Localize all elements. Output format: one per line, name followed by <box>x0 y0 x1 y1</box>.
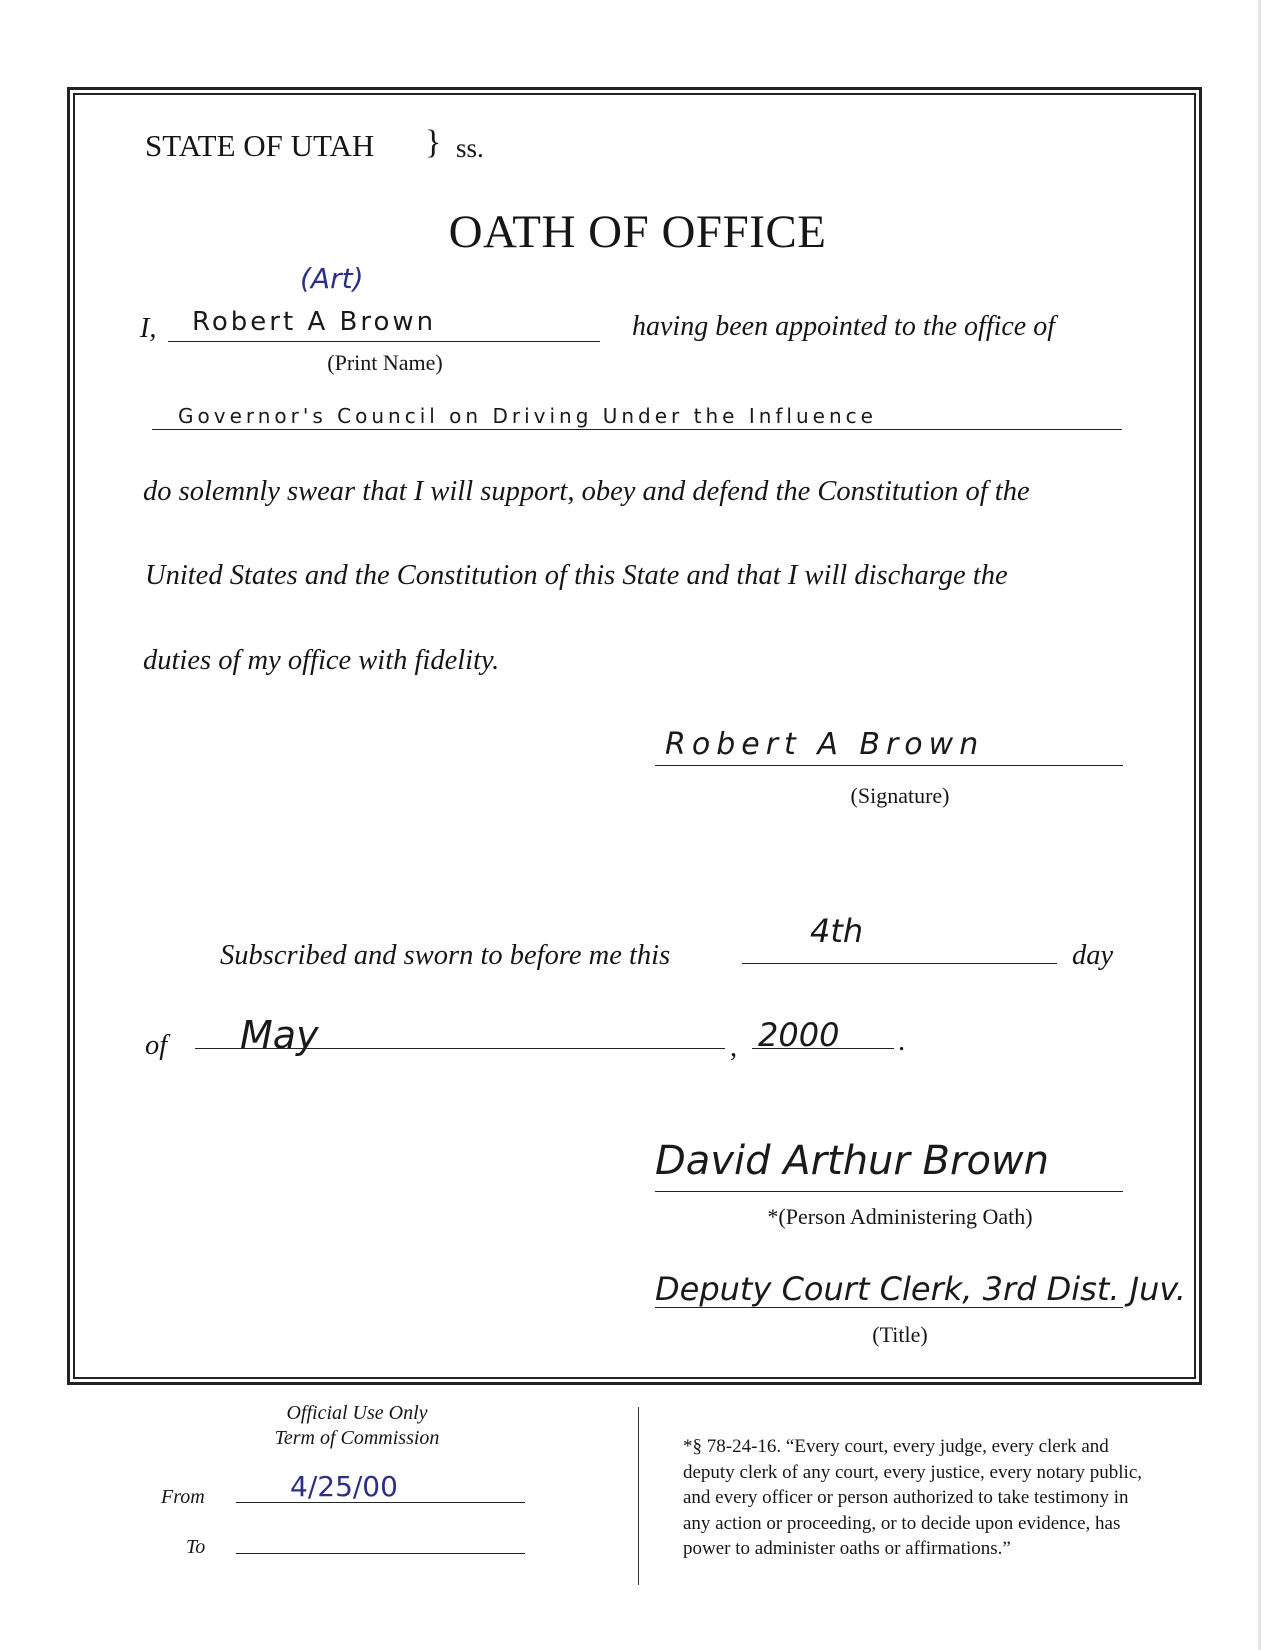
svg-text:4/25/00: 4/25/00 <box>290 1470 398 1503</box>
svg-text:4th: 4th <box>810 912 864 950</box>
svg-text:Robert A Brown: Robert A Brown <box>192 307 437 337</box>
svg-text:2000: 2000 <box>758 1016 840 1054</box>
official-use-heading: Official Use Only <box>286 1402 428 1424</box>
from-line <box>236 1502 525 1503</box>
appointee-signature[interactable] <box>665 718 1045 766</box>
svg-text:David Arthur Brown: David Arthur Brown <box>655 1138 1049 1184</box>
month-handwriting[interactable] <box>240 1010 360 1058</box>
svg-text:Deputy Court Clerk, 3rd Dist.: Deputy Court Clerk, 3rd Dist. Juv. <box>655 1270 1186 1308</box>
page-title: OATH OF OFFICE <box>448 206 827 258</box>
svg-text:Governor's Council on Driving: Governor's Council on Driving Under the Influence <box>178 404 877 428</box>
print-name-line <box>168 341 600 342</box>
day-line <box>742 963 1057 964</box>
i-prefix: I, <box>140 313 157 344</box>
sworn-prefix: Subscribed and sworn to before me this <box>220 940 671 971</box>
administrator-caption: *(Person Administering Oath) <box>767 1204 1033 1229</box>
administrator-signature[interactable] <box>655 1130 1055 1190</box>
statute-footnote: *§ 78-24-16. “Every court, every judge, every clerk and deputy clerk of any court, every justice, every notary public, and every officer or person authorized to take testimony in any action or proceeding, or to decide upon evidence, has power to administer oaths or affirmations.” <box>683 1436 1142 1559</box>
from-date-handwriting[interactable] <box>290 1466 430 1506</box>
to-label: To <box>186 1536 206 1558</box>
state-heading: STATE OF UTAH <box>145 128 375 163</box>
printed-name-handwriting[interactable] <box>192 300 572 340</box>
office-handwriting[interactable] <box>178 398 1038 432</box>
term-heading: Term of Commission <box>274 1427 440 1449</box>
signature-caption: (Signature) <box>850 783 950 808</box>
print-name-caption: (Print Name) <box>327 350 443 375</box>
of-label: of <box>145 1030 168 1061</box>
year-handwriting[interactable] <box>758 1012 858 1056</box>
day-handwriting[interactable] <box>810 908 890 952</box>
to-line <box>236 1553 525 1554</box>
svg-text:Robert A Brown: Robert A Brown <box>665 727 985 762</box>
administrator-line <box>655 1191 1123 1192</box>
day-suffix: day <box>1072 940 1114 971</box>
footer-divider <box>638 1407 639 1585</box>
venue-brace: } <box>425 124 442 161</box>
title-line <box>655 1307 1123 1308</box>
month-comma: , <box>730 1032 738 1063</box>
nickname-handwriting <box>300 258 410 298</box>
oath-line-1: do solemnly swear that I will support, obey and defend the Constitution of the <box>143 476 1030 507</box>
from-label: From <box>161 1486 205 1508</box>
month-line <box>195 1048 725 1049</box>
svg-text:(Art): (Art) <box>300 262 364 295</box>
year-line <box>752 1048 894 1049</box>
appointed-text: having been appointed to the office of <box>632 311 1056 342</box>
title-caption: (Title) <box>872 1322 928 1347</box>
office-line <box>152 429 1122 430</box>
svg-text:May: May <box>240 1013 319 1057</box>
oath-line-3: duties of my office with fidelity. <box>143 645 500 676</box>
year-period: . <box>898 1026 906 1057</box>
ss-label: ss. <box>456 133 484 163</box>
oath-line-2: United States and the Constitution of this State and that I will discharge the <box>145 560 1008 591</box>
signature-line <box>655 765 1123 766</box>
administrator-title-handwriting[interactable] <box>655 1262 1195 1312</box>
